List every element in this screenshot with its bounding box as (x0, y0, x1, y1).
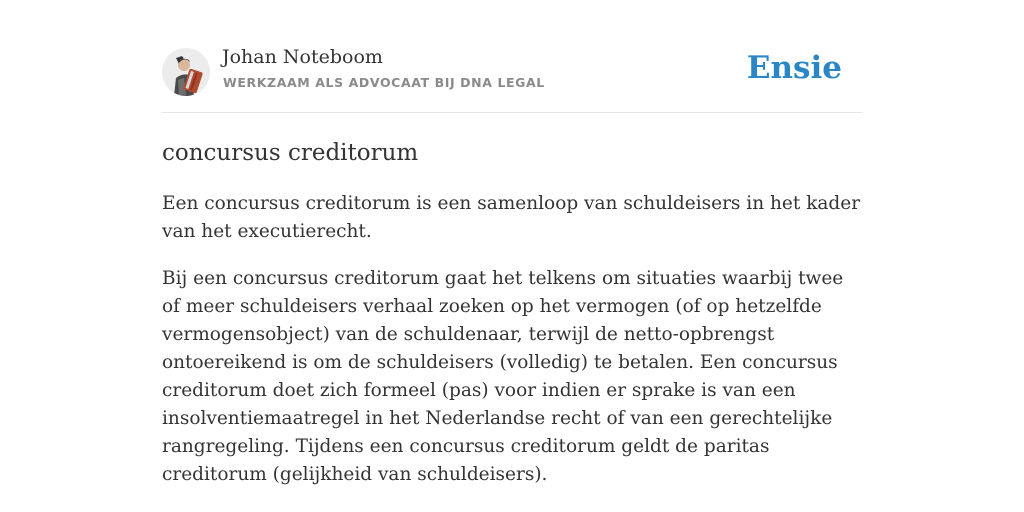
author-header (162, 44, 862, 113)
definition-paragraph: Een concursus creditorum is een samenloop van schuldeisers in het kader van het executierecht. (162, 193, 861, 242)
author-role: WERKZAAM ALS ADVOCAAT BIJ DNA LEGAL (223, 75, 545, 90)
author-name[interactable]: Johan Noteboom (222, 46, 383, 68)
page-title: concursus creditorum (162, 140, 419, 166)
person-avatar-icon[interactable] (162, 48, 210, 96)
explanation-paragraph: Bij een concursus creditorum gaat het telkens om situaties waarbij twee of meer schuldeisers verhaal zoeken op het vermogen (of op hetzelfde vermogensobject) van de schuldenaar, terwijl de netto-opbrengst ontoereikend is om de schuldeisers (volledig) te betalen. Een concursus creditorum doet zich formeel (pas) voor indien er sprake is van een insolventiemaatregel in het Nederlandse recht of van een gerechtelijke rangregeling. Tijdens een concursus creditorum geldt de paritas creditorum (gelijkheid van schuldeisers). (162, 268, 844, 485)
brand-logo[interactable]: Ensie (746, 50, 842, 86)
article (162, 136, 862, 508)
